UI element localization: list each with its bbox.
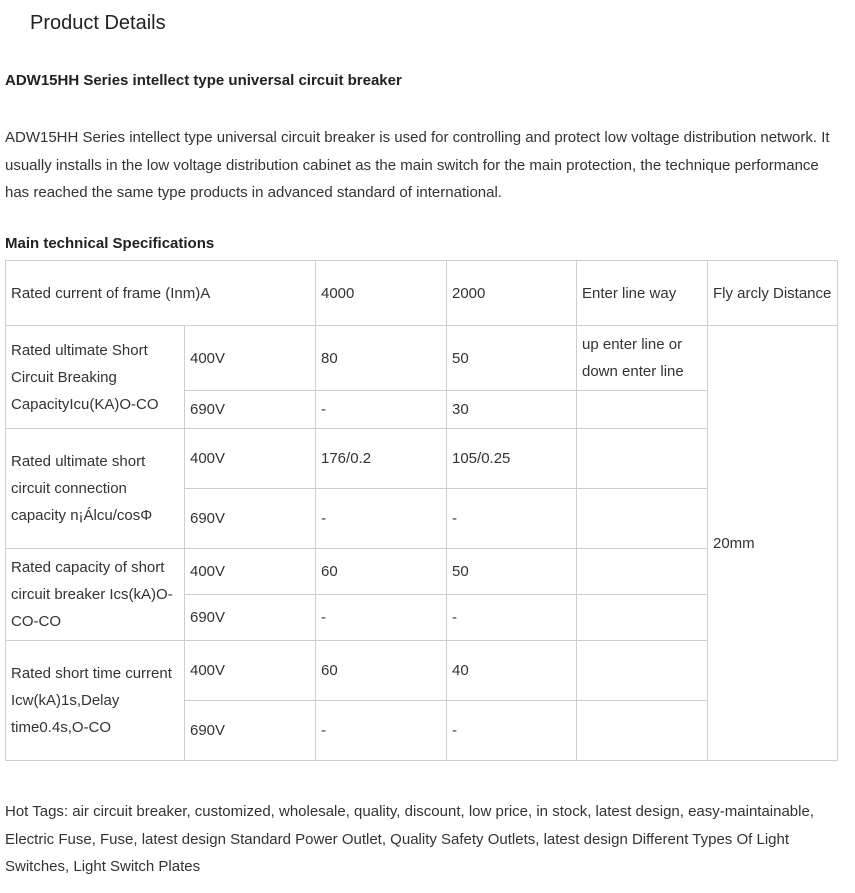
value-2000-cell: 40 xyxy=(447,641,577,701)
header-enter-line: Enter line way xyxy=(577,261,708,326)
value-4000-cell: 60 xyxy=(316,641,447,701)
table-row xyxy=(6,326,838,391)
empty-cell xyxy=(577,391,708,429)
header-4000: 4000 xyxy=(316,261,447,326)
hot-tags: Hot Tags: air circuit breaker, customized, wholesale, quality, discount, low price, in stock, latest design, easy-maintainable, Electric Fuse, Fuse, latest design Standard Power Outlet, Quality Safety Outlets, latest design Different Types Of Light Switches, Light Switch Plates xyxy=(5,803,814,875)
value-2000-cell: 105/0.25 xyxy=(447,429,577,489)
voltage-cell: 690V xyxy=(185,489,316,549)
voltage-cell: 400V xyxy=(185,326,316,391)
spec-table xyxy=(5,260,838,761)
group-label: Rated ultimate short circuit connection capacity n¡Álcu/cosΦ xyxy=(6,429,185,549)
spec-heading: Main technical Specifications xyxy=(5,235,215,252)
value-2000-cell: - xyxy=(447,489,577,549)
value-2000-cell: 50 xyxy=(447,326,577,391)
value-4000-cell: - xyxy=(316,489,447,549)
enter-line-value: up enter line or down enter line xyxy=(577,326,708,391)
group-label: Rated ultimate Short Circuit Breaking CapacityIcu(KA)O-CO xyxy=(6,326,185,429)
intro-paragraph: ADW15HH Series intellect type universal circuit breaker is used for controlling and protect low voltage distribution network. It usually installs in the low voltage distribution cabinet as the main switch for the main protection, the technique performance has reached the same type products in advanced standard of international. xyxy=(5,129,830,201)
value-4000-cell: - xyxy=(316,595,447,641)
value-2000-cell: 30 xyxy=(447,391,577,429)
empty-cell xyxy=(577,549,708,595)
voltage-cell: 690V xyxy=(185,595,316,641)
header-fly-arcly: Fly arcly Distance xyxy=(708,261,838,326)
empty-cell xyxy=(577,641,708,701)
empty-cell xyxy=(577,429,708,489)
value-2000-cell: 50 xyxy=(447,549,577,595)
header-rated-current: Rated current of frame (Inm)A xyxy=(6,261,316,326)
value-4000-cell: - xyxy=(316,701,447,761)
product-heading: ADW15HH Series intellect type universal circuit breaker xyxy=(5,72,402,89)
empty-cell xyxy=(577,701,708,761)
voltage-cell: 400V xyxy=(185,641,316,701)
value-4000-cell: 80 xyxy=(316,326,447,391)
value-4000-cell: 60 xyxy=(316,549,447,595)
value-2000-cell: - xyxy=(447,701,577,761)
table-header-row xyxy=(6,261,838,326)
voltage-cell: 690V xyxy=(185,701,316,761)
group-label: Rated short time current Icw(kA)1s,Delay time0.4s,O-CO xyxy=(6,641,185,761)
voltage-cell: 400V xyxy=(185,429,316,489)
header-2000: 2000 xyxy=(447,261,577,326)
value-4000-cell: 176/0.2 xyxy=(316,429,447,489)
page-title: Product Details xyxy=(30,12,166,34)
empty-cell xyxy=(577,489,708,549)
empty-cell xyxy=(577,595,708,641)
group-label: Rated capacity of short circuit breaker Ics(kA)O-CO-CO xyxy=(6,549,185,641)
value-2000-cell: - xyxy=(447,595,577,641)
voltage-cell: 400V xyxy=(185,549,316,595)
fly-arcly-value: 20mm xyxy=(708,326,838,761)
voltage-cell: 690V xyxy=(185,391,316,429)
value-4000-cell: - xyxy=(316,391,447,429)
